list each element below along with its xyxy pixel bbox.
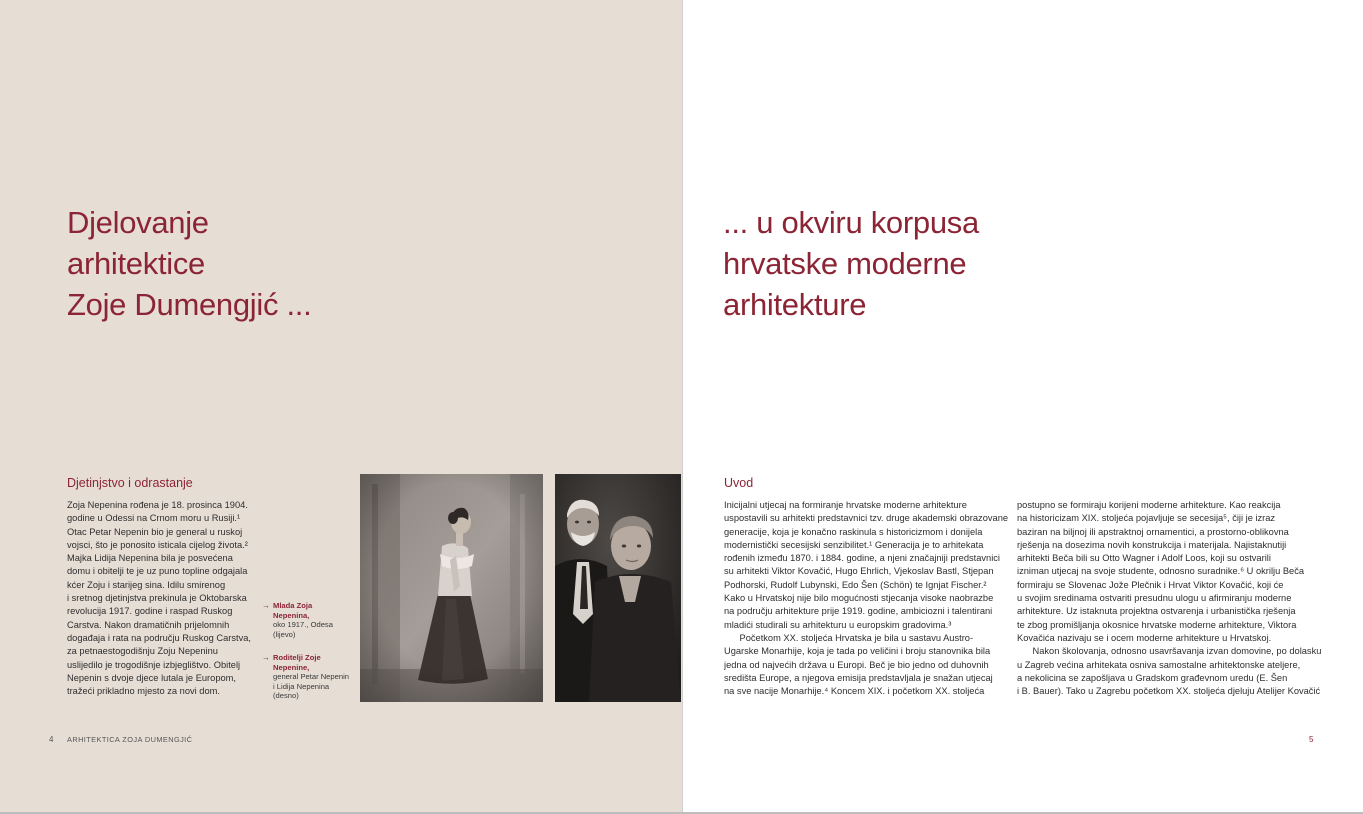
left-body-text: [67, 499, 251, 698]
right-body-column-2: [1017, 499, 1322, 698]
caption-line: general Petar Nepenin: [273, 672, 349, 682]
right-page-title: [723, 202, 979, 325]
body-line: i sretnog djetinjstva prekinula je Oktobarska: [67, 593, 247, 604]
body-line: na području arhitekture prije 1919. godine, ambiciozni i talentirani: [724, 606, 993, 617]
body-line: Majka Lidija Nepenina bila je posvećena: [67, 553, 233, 564]
caption-line: (desno): [273, 691, 299, 701]
caption-line: i Lidija Nepenina: [273, 681, 330, 691]
caption-parents: [262, 653, 357, 701]
right-title-line: ... u okviru korpusa: [723, 205, 979, 240]
left-title-line: Djelovanje: [67, 205, 209, 240]
body-line: Otac Petar Nepenin bio je general u ruskoj: [67, 526, 243, 537]
body-line: Kako u Hrvatskoj nije bilo mogućnosti stjecanja visoke naobrazbe: [724, 593, 994, 604]
body-line: rođenih između 1870. i 1884. godine, a njeni značajniji predstavnici: [724, 553, 1000, 564]
body-line: na sve nacije Monarhije.⁴ Koncem XIX. i početkom XX. stoljeća: [724, 686, 985, 697]
body-line: vojsci, što je ponosito isticala cijelog života.²: [67, 539, 248, 550]
caption-title-line: Mlada Zoja: [273, 601, 313, 610]
body-line: te zbog promišljanja okosnice hrvatske moderne arhitekture, Viktora: [1017, 619, 1297, 630]
caption-title-line: Roditelji Zoje: [273, 653, 321, 662]
running-title: ARHITEKTICA ZOJA DUMENGJIĆ: [67, 735, 193, 744]
caption-line: oko 1917., Odesa: [273, 620, 333, 630]
body-line: domu i obitelji te je uz puno topline odgajala: [67, 566, 248, 577]
body-line: i B. Bauer). Tako u Zagrebu početkom XX. stoljeća djeluju Atelijer Kovačić: [1017, 686, 1321, 697]
page-gutter: [682, 0, 683, 812]
body-line: arhitekti Beča bili su Otto Wagner i Adolf Loos, koji su ostvarili: [1017, 553, 1271, 564]
body-line: uslijedilo je trogodišnje izbjeglištvo. Obitelj: [67, 659, 241, 670]
left-page-title: [67, 202, 311, 325]
body-line: u svojim sredinama ostvariti presudnu ulogu u afirmiranju moderne: [1017, 593, 1292, 604]
body-line: Zoja Nepenina rođena je 18. prosinca 1904.: [67, 500, 248, 510]
body-line: arhitekture. Uz istaknuta projektna ostvarenja i urbanistička rješenja: [1017, 606, 1296, 617]
body-line: generacije, koja je konačno raskinula s historicizmom i donijela: [724, 526, 983, 537]
body-line: Nepenin s dvoje djece lutala je Europom,: [67, 672, 236, 683]
body-line: formiraju se Slovenac Jože Plečnik i Hrvat Viktor Kovačić, koji će: [1017, 579, 1284, 590]
body-line: baziran na biljnoj ili apstraktnoj ornamentici, a prostorno-oblikovna: [1017, 526, 1289, 537]
right-title-line: arhitekture: [723, 287, 867, 322]
left-title-line: Zoje Dumengjić ...: [67, 287, 312, 322]
body-line: Kovačića nazivaju se i ocem moderne arhitekture u Hrvatskoj.: [1017, 632, 1272, 643]
body-line: tražeći prikladno mjesto za novi dom.: [67, 686, 220, 697]
body-line: na historicizam XIX. stoljeća pojavljuje se secesija⁵, čiji je izraz: [1017, 513, 1276, 524]
right-title-line: hrvatske moderne: [723, 246, 967, 281]
right-section-heading: Uvod: [724, 476, 754, 490]
body-line: središta Europe, a njegova emisija predstavljala je snažan utjecaj: [724, 672, 993, 683]
body-line: kćer Zoju i starijeg sina. Idilu smirenog: [67, 579, 226, 590]
caption-line: (lijevo): [273, 629, 296, 639]
body-line: godine u Odessi na Crnom moru u Rusiji.¹: [67, 513, 241, 524]
body-line: a nekolicina se zapošljava u Gradskom građevnom uredu (E. Šen: [1017, 672, 1288, 683]
right-body-column-1: [724, 499, 1009, 698]
body-line: Carstva. Nakon dramatičnih prijelomnih: [67, 619, 230, 630]
body-line: za petnaestogodišnju Zoju Nepeninu: [67, 646, 218, 657]
left-title-line: arhitektice: [67, 246, 205, 281]
body-line: modernistički secesijski senzibilitet.¹ Generacija je to arhitekata: [724, 539, 984, 550]
caption-title-line: Nepenine,: [273, 662, 310, 672]
body-line: su arhitekti Viktor Kovačić, Hugo Ehrlich, Vjekoslav Bastl, Stjepan: [724, 566, 994, 577]
body-line: uspostavili su arhitekti predstavnici tzv. druge akademski obrazovane: [724, 513, 1009, 524]
caption-young-zoja: [262, 601, 357, 639]
body-line: Podhorski, Rudolf Lubynski, Edo Šen (Schön) te Ignjat Fischer.²: [724, 579, 987, 590]
body-line: izniman utjecaj na svoje studente, odnosno suradnike.⁶ U okrilju Beča: [1017, 566, 1305, 577]
arrow-right-icon: →: [262, 653, 270, 662]
body-line: Početkom XX. stoljeća Hrvatska je bila u sastavu Austro-: [724, 632, 974, 643]
body-line: postupno se formiraju korijeni moderne arhitekture. Kao reakcija: [1017, 500, 1281, 510]
left-page-number: 4: [49, 735, 54, 744]
body-line: mladići studirali su arhitekturu u europskim gradovima.³: [724, 619, 952, 630]
body-line: rješenja na dosezima novih konstrukcija i materijala. Najistaknutiji: [1017, 539, 1287, 550]
body-line: Ugarske Monarhije, koja je tada po veličini i broju stanovnika bila: [724, 646, 991, 657]
right-page-number: 5: [1309, 735, 1314, 744]
photo-parents: [555, 474, 681, 702]
body-line: Nakon školovanja, odnosno usavršavanja izvan domovine, po dolasku: [1017, 646, 1322, 657]
body-line: u Zagreb većina arhitekata osniva samostalne arhitektonske ateljere,: [1017, 659, 1301, 670]
body-line: Inicijalni utjecaj na formiranje hrvatske moderne arhitekture: [724, 500, 967, 510]
arrow-right-icon: →: [262, 601, 270, 610]
photo-young-zoja: [360, 474, 543, 702]
body-line: događaja i rata na području Ruskog Carstva,: [67, 632, 251, 643]
caption-title-line: Nepenina,: [273, 610, 310, 620]
body-line: jedna od najvećih država u Europi. Beč je bio jedno od duhovnih: [724, 659, 989, 670]
left-section-heading: Djetinjstvo i odrastanje: [67, 476, 193, 490]
body-line: revolucija 1917. godine i raspad Ruskog: [67, 606, 233, 617]
